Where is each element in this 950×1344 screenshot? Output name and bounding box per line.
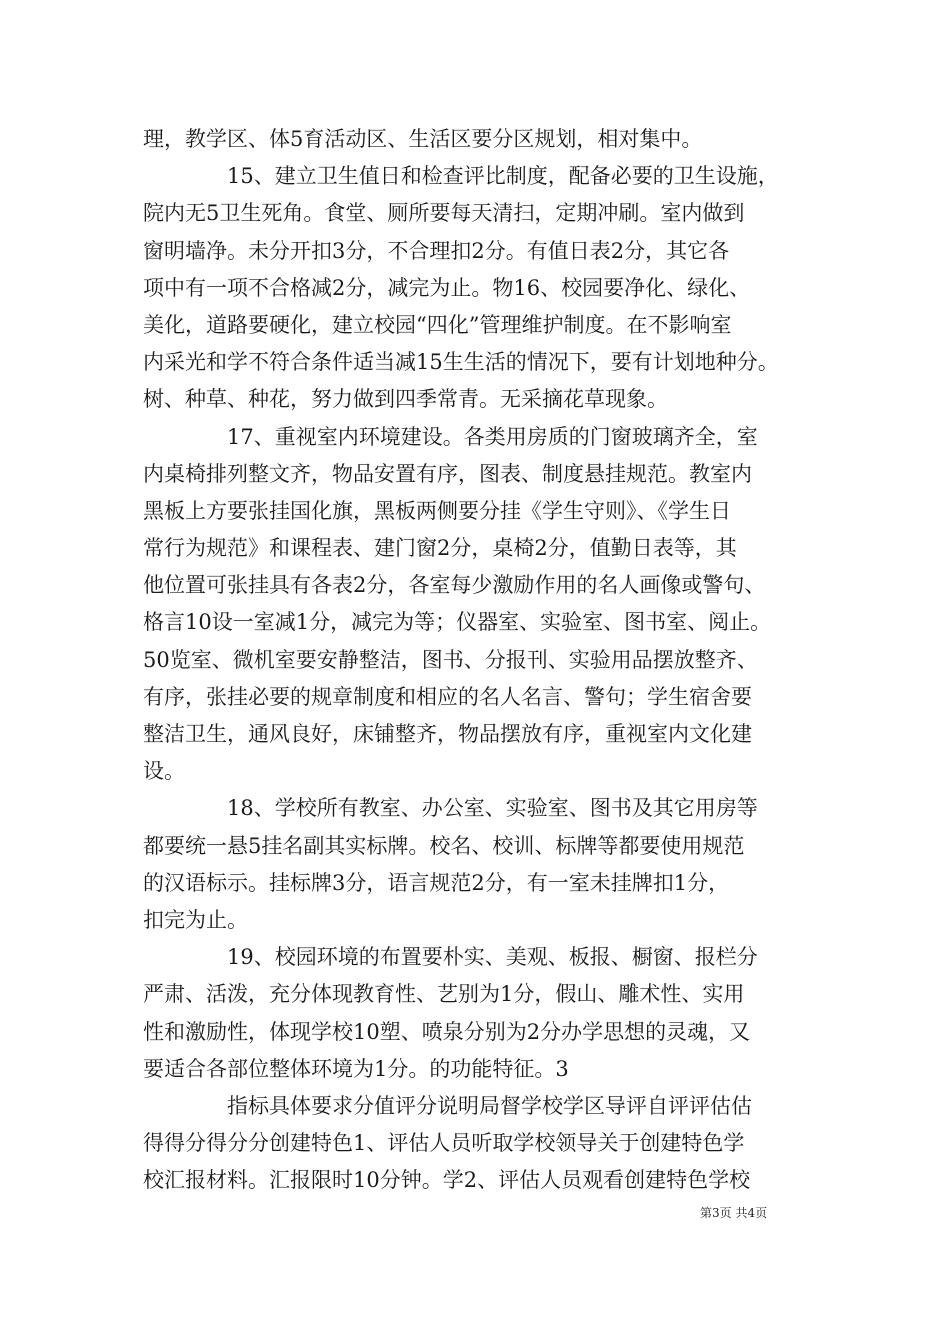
text-line: 18、学校所有教室、办公室、实验室、图书及其它用房等 (143, 796, 758, 821)
text-line: 严肃、活泼，充分体现教育性、艺别为1分，假山、雕术性、实用 (143, 982, 745, 1007)
text-line: 他位置可张挂具有各表2分，各室每少激励作用的名人画像或警句、 (143, 573, 766, 598)
text-line: 扣完为止。 (143, 907, 248, 932)
text-line: 窗明墙净。未分开扣3分，不合理扣2分。有值日表2分，其它各 (143, 238, 730, 263)
text-line: 院内无5卫生死角。食堂、厕所要每天清扫，定期冲刷。室内做到 (143, 201, 745, 226)
text-line: 19、校园环境的布置要朴实、美观、板报、橱窗、报栏分 (143, 945, 758, 970)
text-line: 要适合各部位整体环境为1分。的功能特征。3 (143, 1056, 569, 1081)
text-line: 设。 (143, 759, 185, 784)
text-line: 内采光和学不符合条件适当减15生生活的情况下，要有计划地种分。 (143, 350, 779, 375)
text-line: 项中有一项不合格减2分，减完为止。物16、校园要净化、绿化、 (143, 275, 751, 300)
text-line: 指标具体要求分值评分说明局督学校学区导评自评评估估 (143, 1093, 752, 1118)
text-line: 性和激励性，体现学校10塑、喷泉分别为2分办学思想的灵魂，又 (143, 1019, 751, 1044)
text-line: 有序，张挂必要的规章制度和相应的名人名言、警句；学生宿舍要 (143, 684, 752, 709)
document-body (143, 121, 823, 1199)
text-line: 15、建立卫生值日和检查评比制度，配备必要的卫生设施， (143, 164, 779, 189)
text-line: 树、种草、种花，努力做到四季常青。无采摘花草现象。 (143, 387, 668, 412)
text-line: 整洁卫生，通风良好，床铺整齐，物品摆放有序，重视室内文化建 (143, 722, 752, 746)
text-line: 理，教学区、体5育活动区、生活区要分区规划，相对集中。 (143, 127, 703, 151)
text-line: 格言10设一室减1分，减完为等；仪器室、实验室、图书室、阅止。 (143, 610, 772, 635)
text-line: 50览室、微机室要安静整洁，图书、分报刊、实验用品摆放整齐、 (143, 647, 758, 672)
text-line: 黑板上方要张挂国化旗，黑板两侧要分挂《学生守则》、《学生日 (143, 498, 731, 523)
text-line: 内桌椅排列整文齐，物品安置有序，图表、制度悬挂规范。教室内 (143, 461, 752, 486)
text-line: 17、重视室内环境建设。各类用房质的门窗玻璃齐全，室 (143, 424, 758, 449)
text-line: 得得分得分分创建特色1、评估人员听取学校领导关于创建特色学 (143, 1131, 745, 1156)
text-line: 常行为规范》和课程表、建门窗2分，桌椅2分，值勤日表等，其 (143, 536, 737, 561)
text-line: 的汉语标示。挂标牌3分，语言规范2分，有一室未挂牌扣1分， (143, 870, 730, 895)
text-line: 美化，道路要硬化，建立校园“四化”管理维护制度。在不影响室 (143, 312, 732, 337)
text-line: 都要统一悬5挂名副其实标牌。校名、校训、标牌等都要使用规范 (143, 833, 745, 858)
text-line: 校汇报材料。汇报限时10分钟。学2、评估人员观看创建特色学校 (143, 1168, 751, 1193)
page-footer: 第3页 共4页 (700, 1206, 768, 1220)
